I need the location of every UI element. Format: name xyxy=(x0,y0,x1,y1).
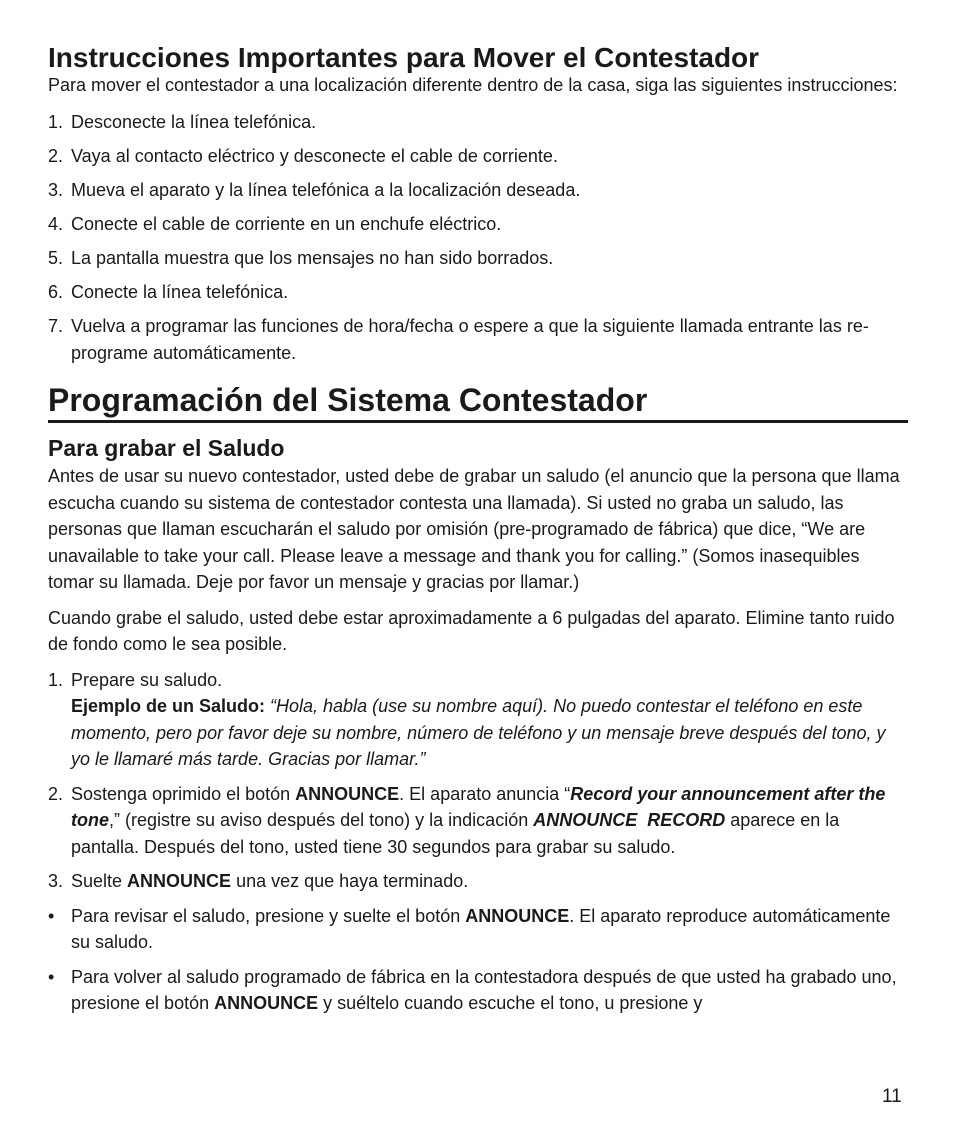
step-text: . El aparato anuncia “ xyxy=(399,783,571,804)
manual-page xyxy=(48,42,908,1025)
step-number: 1. xyxy=(48,669,64,690)
step-text: Conecte la línea telefónica. xyxy=(71,282,289,302)
bullet-mark: • xyxy=(48,966,55,987)
example-label: Ejemplo de un Saludo: xyxy=(71,696,266,716)
greeting-para-2: Cuando grabe el saludo, usted debe estar aproximadamente a 6 pulgadas del aparato. Elimine tanto ruido de fondo como le sea posible. xyxy=(48,607,895,654)
step-number: 5. xyxy=(48,248,64,268)
step-text: Suelte xyxy=(71,871,128,891)
greeting-steps xyxy=(48,667,908,895)
moving-steps xyxy=(48,109,908,367)
list-item xyxy=(48,245,908,272)
list-item xyxy=(48,667,908,773)
step-number: 2. xyxy=(48,146,64,166)
step-text: ,” (registre su aviso después del tono) y la indicación xyxy=(109,810,534,830)
step-text: Mueva el aparato y la línea telefónica a la localización deseada. xyxy=(71,180,581,200)
bullet-text: Para volver al saludo programado de fábrica en la contestadora después de que usted ha grabado uno, presione el botón xyxy=(71,966,897,1013)
list-item xyxy=(48,868,908,895)
moving-intro: Para mover el contestador a una localización diferente dentro de la casa, siga las siguientes instrucciones: xyxy=(48,75,898,95)
step-number: 2. xyxy=(48,783,64,804)
step-text: Conecte el cable de corriente en un enchufe eléctrico. xyxy=(71,214,502,234)
step-number: 4. xyxy=(48,214,64,234)
display-indication: ANNOUNCE RECORD xyxy=(533,810,726,830)
bullet-text: Para revisar el saludo, presione y suelte el botón xyxy=(71,905,466,926)
example-text: “Hola, habla (use su nombre aquí). No puedo contestar el teléfono en este momento, pero por favor deje su nombre, número de teléfono y un mensaje breve después del tono, y yo le llamaré más tarde. Gracias por llamar.” xyxy=(71,696,886,769)
list-item xyxy=(48,109,908,136)
list-item xyxy=(48,964,908,1017)
step-number: 3. xyxy=(48,180,64,200)
list-item xyxy=(48,903,908,956)
step-number: 1. xyxy=(48,112,64,132)
step-text: una vez que haya terminado. xyxy=(231,871,469,891)
bullet-text: . El aparato reproduce automáticamente su saludo. xyxy=(71,905,891,952)
step-text: Vaya al contacto eléctrico y desconecte el cable de corriente. xyxy=(71,146,558,166)
bullet-text: y suéltelo cuando escuche el tono, u presione y xyxy=(318,993,703,1013)
page-number: 11 xyxy=(882,1086,902,1107)
bullet-mark: • xyxy=(48,905,55,926)
greeting-para-1: Antes de usar su nuevo contestador, usted debe de grabar un saludo (el anuncio que la persona que llama escucha cuando su sistema de contestador contesta una llamada). Si usted no graba un saludo, las personas que llaman escucharán el saludo por omisión (pre-programado de fábrica) que dice, “We are unavailable to take your call. Please leave a message and thank you for calling.” (Somos inasequibles tomar su llamada. Deje por favor un mensaje y gracias por llamar.) xyxy=(48,466,900,592)
list-item xyxy=(48,143,908,170)
greeting-subtitle: Para grabar el Saludo xyxy=(48,435,285,461)
step-text: La pantalla muestra que los mensajes no han sido borrados. xyxy=(71,248,554,268)
moving-title: Instrucciones Importantes para Mover el Contestador xyxy=(48,42,760,73)
announce-key: ANNOUNCE xyxy=(295,783,400,804)
announce-key: ANNOUNCE xyxy=(465,905,570,926)
step-text: aparece en la pantalla. Después del tono, usted tiene 30 segundos para grabar su saludo. xyxy=(71,810,840,857)
list-item xyxy=(48,279,908,306)
list-item xyxy=(48,211,908,238)
step-number: 7. xyxy=(48,316,64,336)
step-text: Prepare su saludo. xyxy=(71,669,223,690)
step-text: Vuelva a programar las funciones de hora/fecha o espere a que la siguiente llamada entrante las re-programe automáticamente. xyxy=(71,316,869,363)
announce-key: ANNOUNCE xyxy=(127,871,232,891)
step-number: 6. xyxy=(48,282,64,302)
announce-key: ANNOUNCE xyxy=(214,993,319,1013)
greeting-bullets xyxy=(48,903,908,1017)
step-text: Desconecte la línea telefónica. xyxy=(71,112,317,132)
list-item xyxy=(48,781,908,861)
voice-prompt: Record your announcement after the tone xyxy=(71,783,886,830)
system-title: Programación del Sistema Contestador xyxy=(48,381,908,423)
list-item xyxy=(48,313,908,367)
step-text: Sostenga oprimido el botón xyxy=(71,783,296,804)
list-item xyxy=(48,177,908,204)
step-number: 3. xyxy=(48,871,64,891)
